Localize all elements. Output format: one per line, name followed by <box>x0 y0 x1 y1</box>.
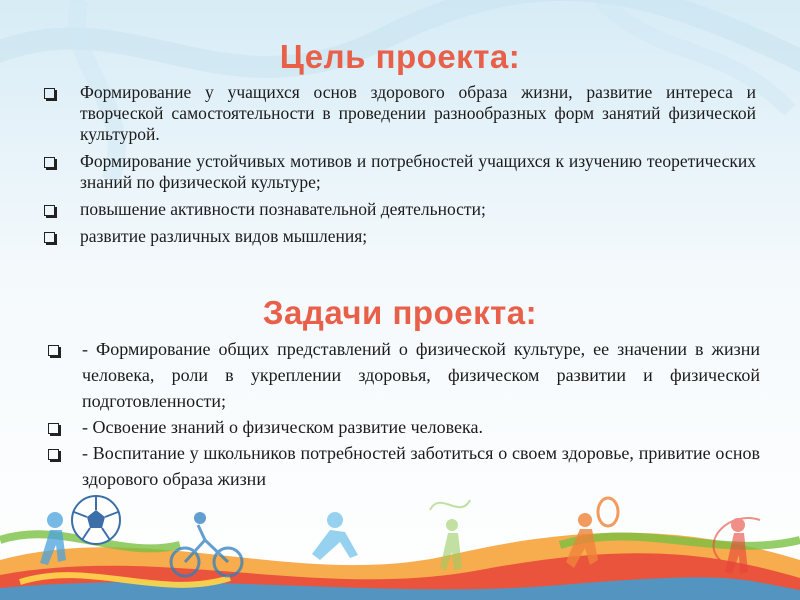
tasks-title: Задачи проекта: <box>262 294 538 331</box>
list-item-text: Формирование устойчивых мотивов и потребностей учащихся к изучению теоретических знаний по физической культуре; <box>80 151 756 192</box>
bullet-checkbox-icon <box>44 157 55 168</box>
list-item <box>46 336 760 414</box>
goal-title: Цель проекта: <box>279 38 521 75</box>
list-item <box>44 199 756 220</box>
goal-list <box>44 82 756 253</box>
list-item-text: - Освоение знаний о физическом развитие человека. <box>82 417 483 437</box>
bullet-checkbox-icon <box>48 423 59 434</box>
list-item <box>46 440 760 492</box>
list-item <box>46 414 760 440</box>
bullet-checkbox-icon <box>44 232 55 243</box>
list-item-text: - Воспитание у школьников потребностей заботиться о своем здоровье, привитие основ здорового образа жизни <box>82 443 760 489</box>
bullet-checkbox-icon <box>44 88 55 99</box>
list-item <box>44 226 756 247</box>
bullet-checkbox-icon <box>44 205 55 216</box>
bullet-checkbox-icon <box>48 345 59 356</box>
bullet-checkbox-icon <box>48 449 59 460</box>
tasks-list <box>46 336 760 492</box>
list-item-text: Формирование у учащихся основ здорового образа жизни, развитие интереса и творческой самостоятельности в проведении разнообразных форм занятий физической культурой. <box>80 82 756 144</box>
list-item-text: повышение активности познавательной деятельности; <box>80 199 486 219</box>
list-item-text: - Формирование общих представлений о физической культуре, ее значении в жизни человека, роли в укреплении здоровья, физическом развитии и физической подготовленности; <box>82 339 760 411</box>
list-item <box>44 151 756 193</box>
list-item <box>44 82 756 145</box>
list-item-text: развитие различных видов мышления; <box>80 226 368 246</box>
